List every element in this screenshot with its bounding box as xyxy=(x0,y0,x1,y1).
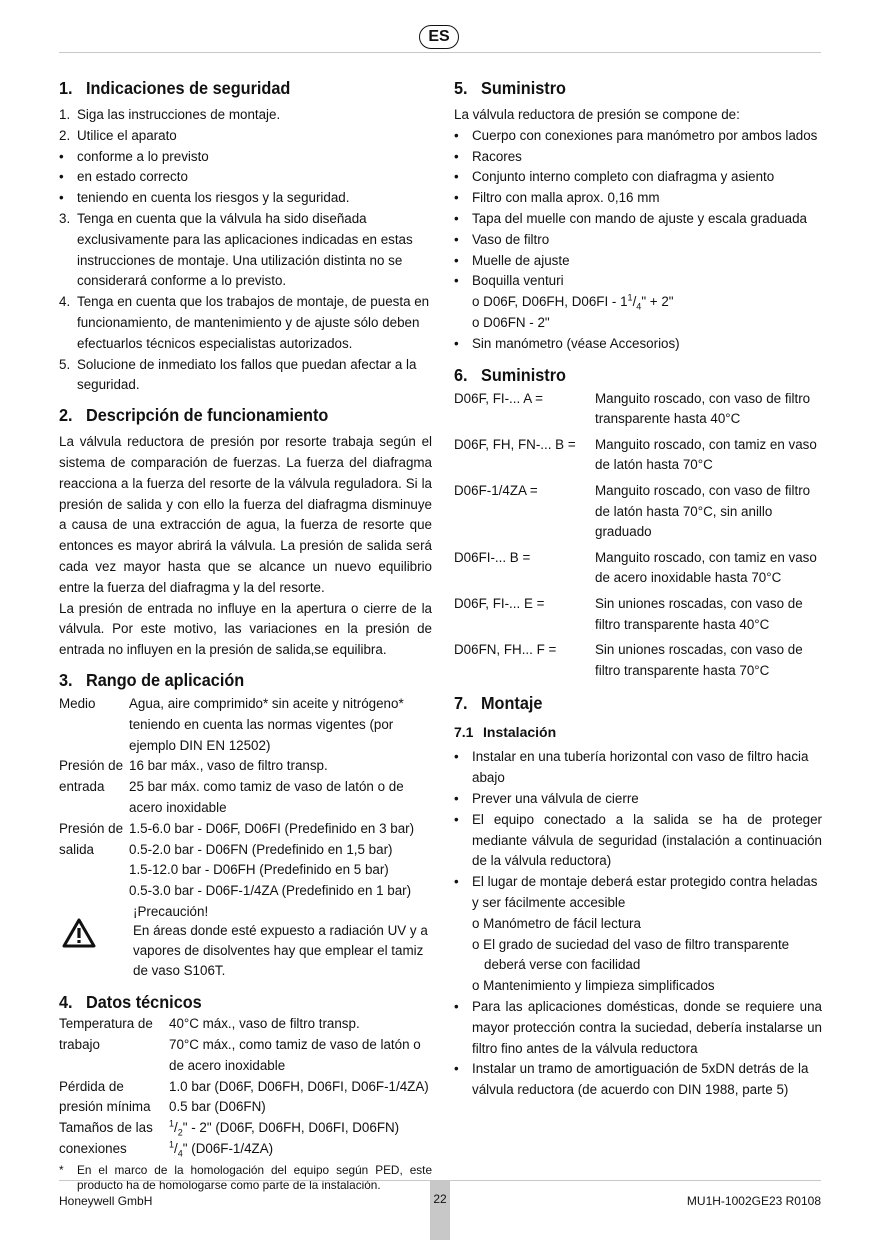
variant-description: Sin uniones roscadas, con vaso de filtro transparente hasta 70°C xyxy=(595,641,803,678)
tech-label xyxy=(59,1118,169,1160)
bullet: • xyxy=(454,749,459,765)
list-text: Tenga en cuenta que la válvula ha sido diseñada exclusivamente para las aplicaciones indicadas en estas instrucciones de montaje. Una utilización distinta no se considerará conforme a lo previsto. xyxy=(77,210,413,289)
section-title: Indicaciones de seguridad xyxy=(85,78,291,98)
range-value: Agua, aire comprimido* sin aceite y nitrógeno* teniendo en cuenta las normas vigentes (por ejemplo DIN EN 12502) xyxy=(129,695,404,753)
list-marker: 5. xyxy=(59,356,71,372)
right-column xyxy=(454,76,822,1101)
installation-subitem: o Mantenimiento y limpieza simplificados xyxy=(472,978,715,994)
variant-description: Sin uniones roscadas, con vaso de filtro transparente hasta 40°C xyxy=(595,595,803,632)
bullet: • xyxy=(454,874,459,890)
variant-row xyxy=(454,548,822,590)
tech-value-line: 40°C máx., vaso de filtro transp. xyxy=(169,1016,360,1032)
supply-list-end xyxy=(454,334,822,355)
list-item xyxy=(59,167,432,188)
tech-label-line: conexiones xyxy=(59,1141,127,1157)
range-label-line: Presión de xyxy=(59,820,124,836)
list-item xyxy=(454,147,822,168)
list-item xyxy=(454,230,822,251)
range-label-line: Presión de xyxy=(59,758,124,774)
size-text: " - 2" (D06F, D06FH, D06FI, D06FN) xyxy=(182,1120,400,1136)
bullet: • xyxy=(454,335,459,351)
range-label xyxy=(59,756,129,818)
tech-value-line: 0.5 bar (D06FN) xyxy=(169,1099,266,1115)
installation-list-2 xyxy=(454,997,822,1101)
variant-row xyxy=(454,389,822,431)
bullet: • xyxy=(454,811,459,827)
list-item xyxy=(454,997,822,1059)
venturi-text: o D06F, D06FH, D06FI - 1 xyxy=(472,294,628,310)
bullet: • xyxy=(454,273,459,289)
function-paragraph-2: La presión de entrada no influye en la apertura o cierre de la válvula. Por este motivo, las variaciones en la presión de entrada no influyen en la presión de salida,se equilibra. xyxy=(59,600,432,658)
bullet: • xyxy=(454,998,459,1014)
subsection-number: 7.1 xyxy=(454,724,474,741)
variant-code: D06FN, FH... F = xyxy=(454,641,557,657)
list-text: El equipo conectado a la salida se ha de proteger mediante válvula de seguridad (instalación a continuación de la válvula reductora) xyxy=(472,811,822,869)
list-marker: 4. xyxy=(59,294,71,310)
list-item xyxy=(454,167,822,188)
tech-label-line: presión mínima xyxy=(59,1099,151,1115)
list-text: Sin manómetro (véase Accesorios) xyxy=(472,335,680,351)
range-label xyxy=(59,819,129,902)
warning-icon xyxy=(59,902,133,980)
variant-description: Manguito roscado, con vaso de filtro transparente hasta 40°C xyxy=(595,390,811,427)
fraction-numerator: 1 xyxy=(169,1118,175,1129)
variant-row xyxy=(454,594,822,636)
list-item xyxy=(454,251,822,272)
supply-list xyxy=(454,126,822,292)
list-item xyxy=(59,188,432,209)
section-heading-safety xyxy=(59,76,406,100)
list-text: teniendo en cuenta los riesgos y la seguridad. xyxy=(77,190,350,206)
variant-code: D06FI-... B = xyxy=(454,549,531,565)
technical-table xyxy=(59,1014,432,1160)
venturi-option: o D06F, D06FH, $D06FI - 1^1/_4$" + 2" xyxy=(472,292,674,312)
tech-value xyxy=(169,1118,432,1160)
variant-code: D06F, FI-... E = xyxy=(454,595,545,611)
list-text: Cuerpo con conexiones para manómetro por ambos lados xyxy=(472,127,818,143)
installation-subitem: deberá verse con facilidad xyxy=(484,957,641,973)
section-heading-supply-variants xyxy=(454,363,796,387)
bullet: • xyxy=(454,127,459,143)
subsection-title: Instalación xyxy=(483,724,557,741)
page-number: 22 xyxy=(430,1181,450,1240)
function-paragraph-1: La válvula reductora de presión por resorte trabaja según el sistema de comparación de fuerzas. La fuerza del diafragma reacciona a la fuerza del resorte de la válvula reguladora. Si la presión de salida y con ello la fuerza del diafragma disminuye a causa de una extracción de agua, la fuerza de resorte que entonces es mayor abrirá la válvula. La presión de salida será cada vez mayor hasta que se alcance un nuevo equilibrio entre la fuerza del diafragma y la del resorte. xyxy=(59,434,432,595)
fraction-denominator: 4 xyxy=(636,301,642,312)
footnote xyxy=(59,1163,432,1193)
range-label-line: entrada xyxy=(59,779,105,795)
fraction-denominator: 2 xyxy=(177,1127,183,1138)
bullet: • xyxy=(454,252,459,268)
fraction-numerator: 1 xyxy=(169,1139,175,1150)
list-text: Prever una válvula de cierre xyxy=(472,791,639,807)
section-title: Rango de aplicación xyxy=(85,669,245,690)
range-value-line: 16 bar máx., vaso de filtro transp. xyxy=(129,758,328,774)
list-text: Siga las instrucciones de montaje. xyxy=(77,107,281,122)
tech-label-line: trabajo xyxy=(59,1037,100,1053)
tech-value-line: 1.0 bar (D06F, D06FH, D06FI, D06F-1/4ZA) xyxy=(169,1078,429,1094)
tech-value-line: 70°C máx., como tamiz de vaso de latón o de acero inoxidable xyxy=(169,1037,421,1073)
installation-subitem: o Manómetro de fácil lectura xyxy=(472,915,641,931)
range-value-line: 1.5-6.0 bar - D06F, D06FI (Predefinido en 3 bar) xyxy=(129,820,415,836)
tech-label-line: Tamaños de las xyxy=(59,1120,153,1136)
venturi-option: o D06FN - 2" xyxy=(472,314,550,330)
safety-list xyxy=(59,105,432,396)
section-number: 6. xyxy=(454,364,468,385)
section-number: 7. xyxy=(454,693,468,714)
fraction-denominator: 4 xyxy=(177,1148,183,1159)
variant-row xyxy=(454,640,822,682)
range-value xyxy=(129,756,432,818)
section-title: Datos técnicos xyxy=(85,992,202,1013)
warning-text: En áreas donde esté expuesto a radiación UV y a vapores de disolventes hay que emplear el tamiz de vaso S106T. xyxy=(133,923,428,978)
venturi-text: " + 2" xyxy=(641,294,674,310)
bullet: • xyxy=(454,169,459,185)
list-item xyxy=(454,872,822,914)
section-number: 5. xyxy=(454,78,468,98)
list-item xyxy=(454,188,822,209)
bullet: • xyxy=(454,231,459,247)
list-text: Muelle de ajuste xyxy=(472,252,570,268)
list-text: Tenga en cuenta que los trabajos de montaje, de puesta en funcionamiento, de mantenimiento y de ajuste sólo deben efectuarlos técnicos especialistas autorizados. xyxy=(77,294,430,351)
section-number: 4. xyxy=(59,992,73,1013)
variant-code: D06F-1/4ZA = xyxy=(454,482,538,498)
range-label-line: salida xyxy=(59,841,94,857)
footer-document-code: MU1H-1002GE23 R0108 xyxy=(686,1194,821,1208)
warning-title: ¡Precaución! xyxy=(133,903,209,919)
list-item xyxy=(454,789,822,810)
list-item xyxy=(59,147,432,168)
section-heading-range xyxy=(59,668,406,692)
tech-label xyxy=(59,1077,169,1119)
installation-subitem: o El grado de suciedad del vaso de filtro transparente xyxy=(472,936,790,952)
tech-row-connection-sizes xyxy=(59,1118,432,1160)
list-marker: 2. xyxy=(59,127,71,143)
variant-code: D06F, FH, FN-... B = xyxy=(454,436,576,452)
section-heading-technical xyxy=(59,990,406,1014)
list-text: Instalar un tramo de amortiguación de 5xDN detrás de la válvula reductora (de acuerdo con DIN 1988, parte 5) xyxy=(472,1061,809,1098)
list-text: Tapa del muelle con mando de ajuste y escala graduada xyxy=(472,210,807,226)
fraction-numerator: 1 xyxy=(627,292,633,303)
list-item xyxy=(454,334,822,355)
list-marker: • xyxy=(59,148,64,164)
list-text: El lugar de montaje deberá estar protegido contra heladas y ser fácilmente accesible xyxy=(472,874,818,910)
bullet: • xyxy=(454,791,459,807)
list-text: Para las aplicaciones domésticas, donde se requiere una mayor protección contra la suciedad, debería instalarse un filtro fino antes de la válvula reductora xyxy=(472,998,822,1056)
tech-label-line: Pérdida de xyxy=(59,1078,124,1094)
range-value-line: 0.5-3.0 bar - D06F-1/4ZA (Predefinido en 1 bar) xyxy=(129,883,412,899)
supply-intro: La válvula reductora de presión se compone de: xyxy=(454,107,740,122)
warning-text-block xyxy=(133,902,432,980)
list-marker: • xyxy=(59,190,64,206)
variant-description: Manguito roscado, con vaso de filtro de latón hasta 70°C, sin anillo graduado xyxy=(595,482,811,540)
variant-row xyxy=(454,435,822,477)
tech-value-line: $^1/_2$" - 2" (D06F, D06FH, D06FI, D06FN) xyxy=(169,1118,400,1138)
bullet: • xyxy=(454,148,459,164)
variant-description: Manguito roscado, con tamiz en vaso de acero inoxidable hasta 70°C xyxy=(595,549,817,586)
list-text: Racores xyxy=(472,148,522,164)
section-number: 2. xyxy=(59,405,73,426)
bullet: • xyxy=(454,210,459,226)
section-heading-function xyxy=(59,403,406,427)
section-number: 3. xyxy=(59,669,73,690)
list-item xyxy=(454,126,822,147)
range-value-line: 1.5-12.0 bar - D06FH (Predefinido en 5 bar) xyxy=(129,862,389,878)
list-marker: 3. xyxy=(59,210,71,226)
list-text: Solucione de inmediato los fallos que puedan afectar a la seguridad. xyxy=(77,356,417,393)
list-item xyxy=(59,355,432,397)
list-item xyxy=(454,810,822,872)
language-badge: ES xyxy=(419,25,459,49)
tech-row-pressure-loss xyxy=(59,1077,432,1119)
tech-label xyxy=(59,1014,169,1076)
list-item xyxy=(59,209,432,292)
variant-description: Manguito roscado, con tamiz en vaso de latón hasta 70°C xyxy=(595,436,817,473)
list-text: Filtro con malla aprox. 0,16 mm xyxy=(472,190,660,206)
list-text: Instalar en una tubería horizontal con vaso de filtro hacia abajo xyxy=(472,749,809,786)
section-title: Montaje xyxy=(480,693,543,714)
variant-row xyxy=(454,481,822,543)
section-heading-supply xyxy=(454,76,796,100)
list-item xyxy=(454,1059,822,1101)
range-row-inlet xyxy=(59,756,432,818)
tech-value-line: $^1/_4$" (D06F-1/4ZA) xyxy=(169,1139,274,1159)
variant-code: D06F, FI-... A = xyxy=(454,390,543,406)
list-item xyxy=(454,271,822,292)
header-divider xyxy=(59,52,821,53)
list-marker: • xyxy=(59,169,64,185)
section-title: Suministro xyxy=(480,364,566,385)
section-number: 1. xyxy=(59,78,73,98)
list-text: Utilice el aparato xyxy=(77,127,177,143)
list-text: Boquilla venturi xyxy=(472,273,564,289)
list-item xyxy=(59,292,432,354)
section-heading-assembly xyxy=(454,691,796,715)
bullet: • xyxy=(454,190,459,206)
subsection-heading-installation xyxy=(454,721,822,743)
list-item xyxy=(454,747,822,789)
warning-block xyxy=(59,902,432,980)
tech-row-temperature xyxy=(59,1014,432,1076)
tech-value xyxy=(169,1014,432,1076)
variants-table xyxy=(454,389,822,682)
list-text: conforme a lo previsto xyxy=(77,148,209,164)
range-value xyxy=(129,819,432,902)
range-value-line: 25 bar máx. como tamiz de vaso de latón o de acero inoxidable xyxy=(129,779,404,815)
list-text: Vaso de filtro xyxy=(472,231,550,247)
list-text: en estado correcto xyxy=(77,169,188,185)
list-text: Conjunto interno completo con diafragma y asiento xyxy=(472,169,775,185)
left-column xyxy=(59,76,432,1193)
list-item xyxy=(59,126,432,147)
section-title: Suministro xyxy=(480,78,566,98)
bullet: • xyxy=(454,1061,459,1077)
section-title: Descripción de funcionamiento xyxy=(85,405,329,426)
tech-value xyxy=(169,1077,432,1119)
range-value-line: 0.5-2.0 bar - D06FN (Predefinido en 1,5 bar) xyxy=(129,841,393,857)
range-row-medium xyxy=(59,694,432,756)
list-marker: 1. xyxy=(59,107,71,122)
list-item xyxy=(454,209,822,230)
footer-company: Honeywell GmbH xyxy=(59,1194,153,1208)
tech-label-line: Temperatura de xyxy=(59,1016,153,1032)
range-label: Medio xyxy=(59,695,96,711)
installation-list xyxy=(454,747,822,913)
range-table xyxy=(59,694,432,980)
footnote-text: En el marco de la homologación del equipo según PED, este producto ha de homologarse como parte de la instalación. xyxy=(77,1162,432,1192)
footnote-marker: * xyxy=(59,1162,64,1177)
range-row-outlet xyxy=(59,819,432,902)
size-text: " (D06F-1/4ZA) xyxy=(182,1141,274,1157)
list-item xyxy=(59,105,432,126)
